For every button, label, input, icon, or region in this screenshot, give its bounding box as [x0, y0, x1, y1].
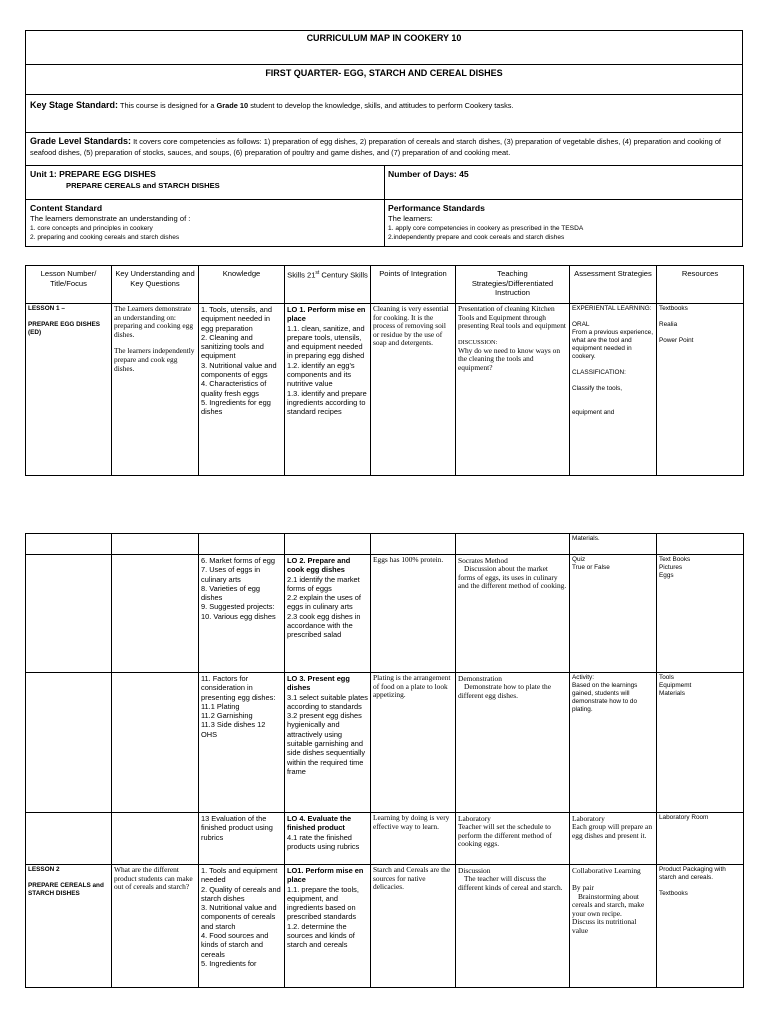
empty-cell	[371, 534, 456, 555]
content-standard-intro: The learners demonstrate an understanding of :	[30, 214, 191, 223]
key-stage-grade: Grade 10	[216, 101, 249, 110]
teaching-cell: Discussion The teacher will discuss the different kinds of cereal and starch.	[456, 865, 570, 988]
performance-standards	[388, 203, 738, 242]
key-understanding-cell: What are the different product students can make out of cereals and starch?	[112, 865, 199, 988]
unit-title: Unit 1: PREPARE EGG DISHES	[30, 169, 156, 179]
lesson-cell	[26, 813, 112, 865]
grade-level-text: It covers core competencies as follows: 1) preparation of egg dishes, 2) preparation of cereals and starch dishes, (3) preparation of vegetable dishes, (4) preparation and cooking of seafood dishes, (5) preparation of stocks, sauces, and soups, (6) preparation of poultry and game dishes, and (7) preparation of and cooking meat.	[30, 137, 721, 157]
empty-cell	[199, 534, 285, 555]
divider	[384, 165, 385, 247]
skills-cell: LO 1. Perform mise en place 1.1. clean, sanitize, and prepare tools, utensils, and equipment needed in preparing egg dished 1.2. identify an egg's components and its nutritive value 1.3. identify and prepare ingredients according to standard recipes	[285, 304, 371, 476]
performance-item: 2.independently prepare and cook cereals and starch dishes	[388, 234, 565, 241]
key-stage-standard	[30, 100, 740, 110]
header-teaching: Teaching Strategies/Differentiated Instruction	[456, 266, 570, 304]
lesson-cell: LESSON 2 PREPARE CEREALS and STARCH DISHES	[26, 865, 112, 988]
curriculum-table-page-2	[25, 533, 744, 988]
key-stage-label: Key Stage Standard:	[30, 100, 119, 110]
teaching-cell: Socrates Method Discussion about the market forms of eggs, its uses in culinary and the different method of cooking.	[456, 555, 570, 673]
skills-cell: LO 4. Evaluate the finished product 4.1 rate the finished products using rubrics	[285, 813, 371, 865]
quarter-title: FIRST QUARTER- EGG, STARCH AND CEREAL DISHES	[265, 68, 503, 78]
knowledge-cell: 11. Factors for consideration in presenting egg dishes: 11.1 Plating 11.2 Garnishing 11.3 Side dishes 12 OHS	[199, 673, 285, 813]
resources-cell: Product Packaging with starch and cereals. Textbooks	[657, 865, 744, 988]
header-resources: Resources	[657, 266, 744, 304]
skills-cell: LO 2. Prepare and cook egg dishes 2.1 identify the market forms of eggs 2.2 explain the uses of eggs in culinary arts 2.3 cook egg dishes in accordance with the prescribed salad	[285, 555, 371, 673]
number-of-days: Number of Days: 45	[388, 169, 469, 179]
teaching-cell: Demonstration Demonstrate how to plate the different egg dishes.	[456, 673, 570, 813]
empty-cell	[285, 534, 371, 555]
empty-cell	[657, 534, 744, 555]
unit-subtitle: PREPARE CEREALS and STARCH DISHES	[66, 181, 220, 190]
assessment-cell: Activity: Based on the learnings gained, students will demonstrate how to do plating.	[570, 673, 657, 813]
knowledge-cell: 1. Tools and equipment needed 2. Quality of cereals and starch dishes 3. Nutritional value and components of cereals and starch 4. Food sources and kinds of starch and cereals 5. Ingredients for	[199, 865, 285, 988]
knowledge-cell: 6. Market forms of egg 7. Uses of eggs in culinary arts 8. Varieties of egg dishes 9. Suggested projects: 10. Various egg dishes	[199, 555, 285, 673]
assessment-cell: EXPERIENTAL LEARNING: ORAL From a previous experience, what are the tool and equipment needed in cookery. CLASSIFICATION: Classify the tools, equipment and	[570, 304, 657, 476]
resources-cell: Text Books Pictures Eggs	[657, 555, 744, 673]
page-title: CURRICULUM MAP IN COOKERY 10	[306, 33, 462, 43]
performance-intro: The learners:	[388, 214, 433, 223]
divider	[25, 132, 743, 133]
header-knowledge: Knowledge	[199, 266, 285, 304]
lesson-cell: LESSON 1 – PREPARE EGG DISHES (ED)	[26, 304, 112, 476]
divider	[25, 94, 743, 95]
performance-item: 1. apply core competencies in cookery as prescribed in the TESDA	[388, 225, 584, 232]
assessment-cell: Laboratory Each group will prepare an egg dishes and present it.	[570, 813, 657, 865]
key-stage-text: This course is designed for a	[118, 101, 217, 110]
skills-cell: LO1. Perform mise en place 1.1. prepare the tools, equipment, and ingredients based on prescribed standards 1.2. determine the sources and kinds of starch and cereals	[285, 865, 371, 988]
resources-cell: Tools Equipmemt Materials	[657, 673, 744, 813]
header-assessment: Assessment Strategies	[570, 266, 657, 304]
teaching-cell: Presentation of cleaning Kitchen Tools and Equipment through presenting Real tools and equipment DISCUSSION: Why do we need to know ways on the cleaning the tools and equipment?	[456, 304, 570, 476]
empty-cell	[26, 534, 112, 555]
header-integration: Points of Integration	[371, 266, 456, 304]
empty-cell	[456, 534, 570, 555]
teaching-cell: Laboratory Teacher will set the schedule to perform the different method of cooking eggs.	[456, 813, 570, 865]
header-lesson: Lesson Number/ Title/Focus	[26, 266, 112, 304]
content-standard-label: Content Standard	[30, 203, 103, 213]
content-standard	[30, 203, 380, 242]
key-understanding-cell	[112, 555, 199, 673]
integration-cell: Learning by doing is very effective way to learn.	[371, 813, 456, 865]
grade-level-standards	[30, 136, 740, 158]
lesson-cell	[26, 673, 112, 813]
lesson-cell	[26, 555, 112, 673]
performance-label: Performance Standards	[388, 203, 485, 213]
divider	[25, 64, 743, 65]
knowledge-cell: 13 Evaluation of the finished product using rubrics	[199, 813, 285, 865]
integration-cell: Starch and Cereals are the sources for native delicacies.	[371, 865, 456, 988]
curriculum-table-page-1	[25, 265, 744, 476]
knowledge-cell: 1. Tools, utensils, and equipment needed in egg preparation 2. Cleaning and sanitizing tools and equipment 3. Nutritional value and components of eggs 4. Characteristics of quality fresh eggs 5. Ingredients for egg dishes	[199, 304, 285, 476]
content-standard-item: 2. preparing and cooking cereals and starch dishes	[30, 234, 180, 241]
key-understanding-cell: The Learners demonstrate an understanding on: preparing and cooking egg dishes. The learners independently prepare and cook egg dishes.	[112, 304, 199, 476]
integration-cell: Cleaning is very essential for cooking. It is the process of removing soil or residue by the use of soap and detergents.	[371, 304, 456, 476]
skills-cell: LO 3. Present egg dishes 3.1 select suitable plates according to standards 3.2 present egg dishes hygienically and attractively using suitable garnishing and side dishes sequentially within the required time frame	[285, 673, 371, 813]
header-skills: Skills 21st Century Skills	[285, 266, 371, 304]
empty-cell	[112, 534, 199, 555]
resources-cell: Textbooks Realia Power Point	[657, 304, 744, 476]
assessment-cell: Quiz True or False	[570, 555, 657, 673]
key-understanding-cell	[112, 813, 199, 865]
assessment-continued: Materials.	[570, 534, 657, 555]
assessment-cell: Collaborative Learning By pair Brainstorming about cereals and starch, make your own recipe. Discuss its nutritional value	[570, 865, 657, 988]
key-understanding-cell	[112, 673, 199, 813]
integration-cell: Plating is the arrangement of food on a plate to look appetizing.	[371, 673, 456, 813]
grade-level-label: Grade Level Standards:	[30, 136, 132, 146]
content-standard-item: 1. core concepts and principles in cookery	[30, 225, 153, 232]
divider	[25, 199, 743, 200]
key-stage-text-2: student to develop the knowledge, skills, and attitudes to perform Cookery tasks.	[248, 101, 514, 110]
integration-cell: Eggs has 100% protein.	[371, 555, 456, 673]
resources-cell: Laboratory Room	[657, 813, 744, 865]
header-key-understanding: Key Understanding and Key Questions	[112, 266, 199, 304]
